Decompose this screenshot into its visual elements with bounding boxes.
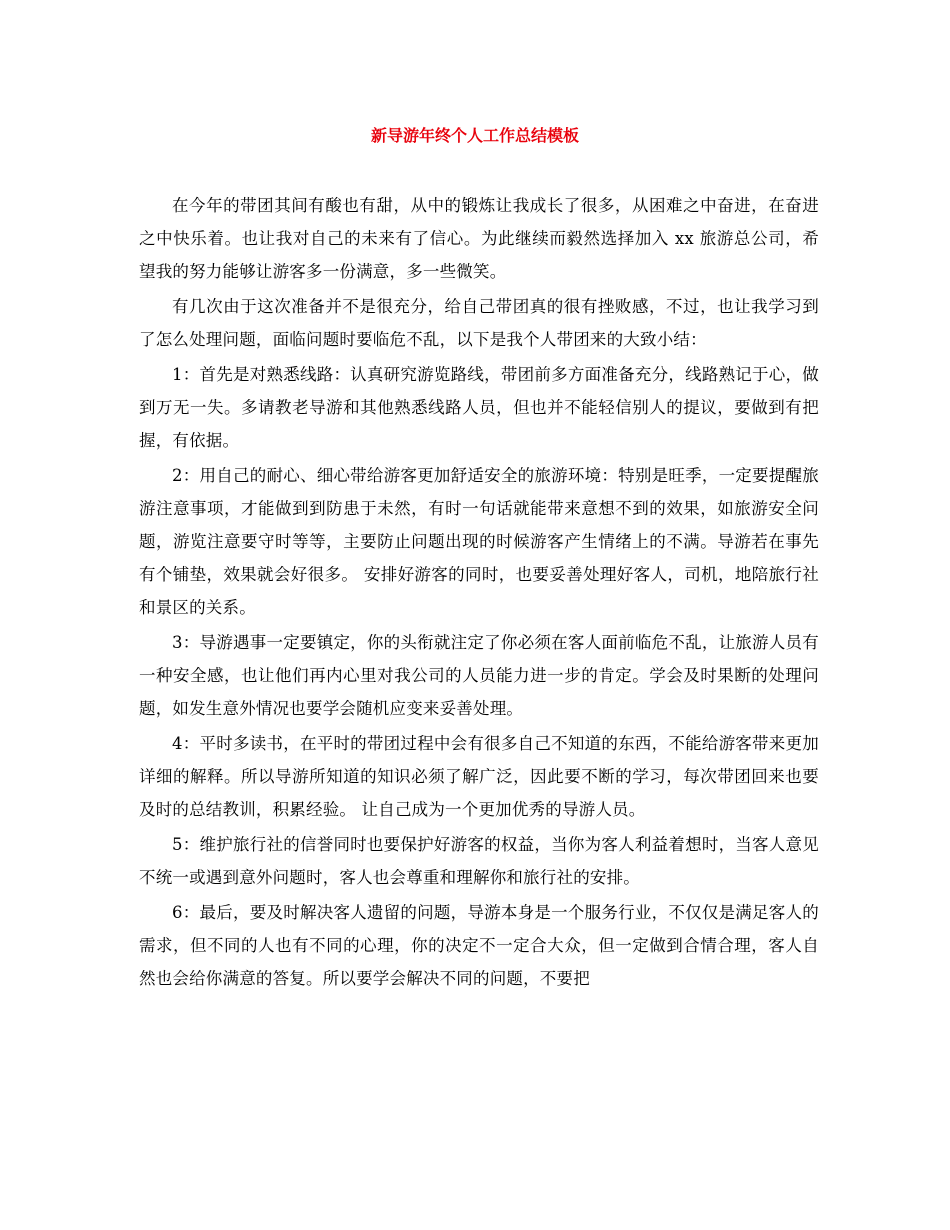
document-body — [139, 189, 819, 997]
paragraph-point-3: 3：导游遇事一定要镇定，你的头衔就注定了你必须在客人面前临危不乱，让旅游人员有一种安全感，也让他们再内心里对我公司的人员能力进一步的肯定。学会及时果断的处理问题，如发生意外情况也要学会随机应变来妥善处理。 — [139, 633, 819, 718]
paragraph-summary-lead: 有几次由于这次准备并不是很充分，给自己带团真的很有挫败感，不过，也让我学习到了怎么处理问题，面临问题时要临危不乱，以下是我个人带团来的大致小结： — [139, 297, 819, 349]
paragraph-point-5: 5：维护旅行社的信誉同时也要保护好游客的权益，当你为客人利益着想时，当客人意见不统一或遇到意外问题时，客人也会尊重和理解你和旅行社的安排。 — [139, 835, 819, 887]
paragraph-point-2: 2：用自己的耐心、细心带给游客更加舒适安全的旅游环境：特别是旺季，一定要提醒旅游注意事项，才能做到到防患于未然，有时一句话就能带来意想不到的效果，如旅游安全问题，游览注意要守时等等，主要防止问题出现的时候游客产生情绪上的不满。导游若在事先有个铺垫，效果就会好很多。 安排好游客的同时，也要妥善处理好客人，司机，地陪旅行社和景区的关系。 — [139, 466, 819, 617]
paragraph-point-1: 1：首先是对熟悉线路：认真研究游览路线，带团前多方面准备充分，线路熟记于心，做到万无一失。多请教老导游和其他熟悉线路人员，但也并不能轻信别人的提议，要做到有把握，有依据。 — [139, 365, 819, 450]
page-title: 新导游年终个人工作总结模板 — [370, 126, 579, 145]
paragraph-point-6: 6：最后，要及时解决客人遗留的问题，导游本身是一个服务行业，不仅仅是满足客人的需求，但不同的人也有不同的心理，你的决定不一定合大众，但一定做到合情合理，客人自然也会给你满意的答复。所以要学会解决不同的问题，不要把 — [139, 903, 819, 988]
paragraph-point-4: 4：平时多读书，在平时的带团过程中会有很多自己不知道的东西，不能给游客带来更加详细的解释。所以导游所知道的知识必须了解广泛，因此要不断的学习，每次带团回来也要及时的总结教训，积累经验。 让自己成为一个更加优秀的导游人员。 — [139, 734, 819, 819]
paragraph-intro: 在今年的带团其间有酸也有甜，从中的锻炼让我成长了很多，从困难之中奋进，在奋进之中快乐着。也让我对自己的未来有了信心。为此继续而毅然选择加入 xx 旅游总公司，希望我的努力能够让游客多一份满意，多一些微笑。 — [139, 196, 819, 281]
